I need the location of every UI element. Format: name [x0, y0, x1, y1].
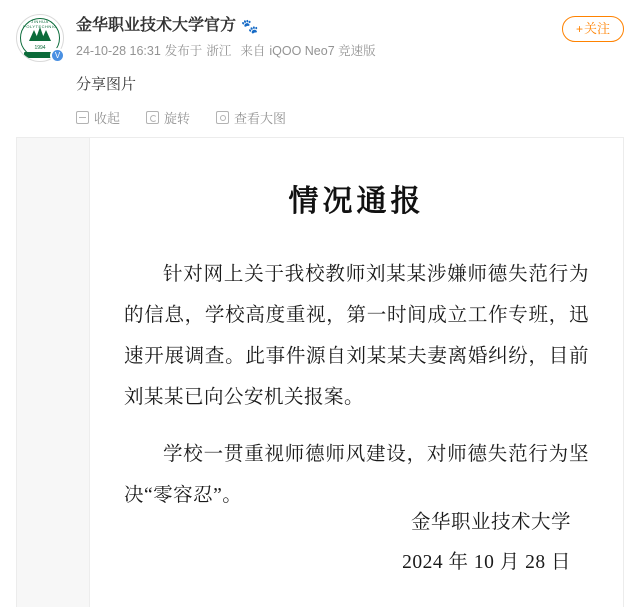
- image-action-bar: [0, 96, 640, 137]
- author-name[interactable]: 金华职业技术大学官方: [76, 17, 237, 34]
- zoom-icon: [216, 111, 229, 124]
- signature-org: 金华职业技术大学: [410, 512, 571, 533]
- post-meta: [76, 14, 562, 60]
- rotate-icon: [146, 111, 159, 124]
- image-left-strip: [17, 138, 89, 607]
- post-timestamp: 24-10-28 16:31: [76, 44, 161, 58]
- document-paragraph-2: 学校一贯重视师德师风建设，对师德失范行为坚决“零容忍”。: [124, 444, 589, 506]
- post-location[interactable]: 浙江: [206, 44, 232, 58]
- follow-button[interactable]: [562, 16, 624, 42]
- view-large-action[interactable]: [216, 108, 286, 127]
- post-subline: [76, 43, 562, 60]
- document-signature: [402, 503, 589, 583]
- publish-prefix: 发布于: [164, 44, 203, 58]
- avatar-year: 1994: [34, 45, 46, 51]
- rotate-action[interactable]: [146, 108, 190, 127]
- collapse-label: 收起: [94, 111, 121, 126]
- plus-icon: +: [575, 22, 583, 36]
- document-paragraph-1: 针对网上关于我校教师刘某某涉嫌师德失范行为的信息，学校高度重视，第一时间成立工作专班，迅速开展调查。此事件源自刘某某夫妻离婚纠纷，目前刘某某已向公安机关报案。: [124, 264, 589, 408]
- source-label: 来自: [240, 44, 266, 58]
- follow-label: 关注: [583, 21, 610, 36]
- paw-badge-icon: 🐾: [241, 18, 259, 34]
- announcement-document: [89, 138, 623, 607]
- source-device[interactable]: iQOO Neo7 竞速版: [269, 44, 376, 58]
- rotate-label: 旋转: [164, 111, 191, 126]
- document-title: 情况通报: [288, 185, 425, 218]
- avatar-crest-icon: [29, 27, 51, 41]
- verified-badge-icon: V: [50, 48, 65, 63]
- post-header: [0, 0, 640, 62]
- author-name-row: [76, 15, 562, 37]
- signature-date: 2024 年 10 月 28 日: [402, 552, 571, 573]
- avatar-top-text: JINHUA POLYTECHNIC: [23, 19, 57, 29]
- view-large-label: 查看大图: [234, 111, 287, 126]
- post-image[interactable]: [16, 137, 624, 607]
- avatar[interactable]: [16, 14, 64, 62]
- collapse-icon: [76, 111, 89, 124]
- collapse-action[interactable]: [76, 108, 120, 127]
- post-text: 分享图片: [76, 76, 137, 93]
